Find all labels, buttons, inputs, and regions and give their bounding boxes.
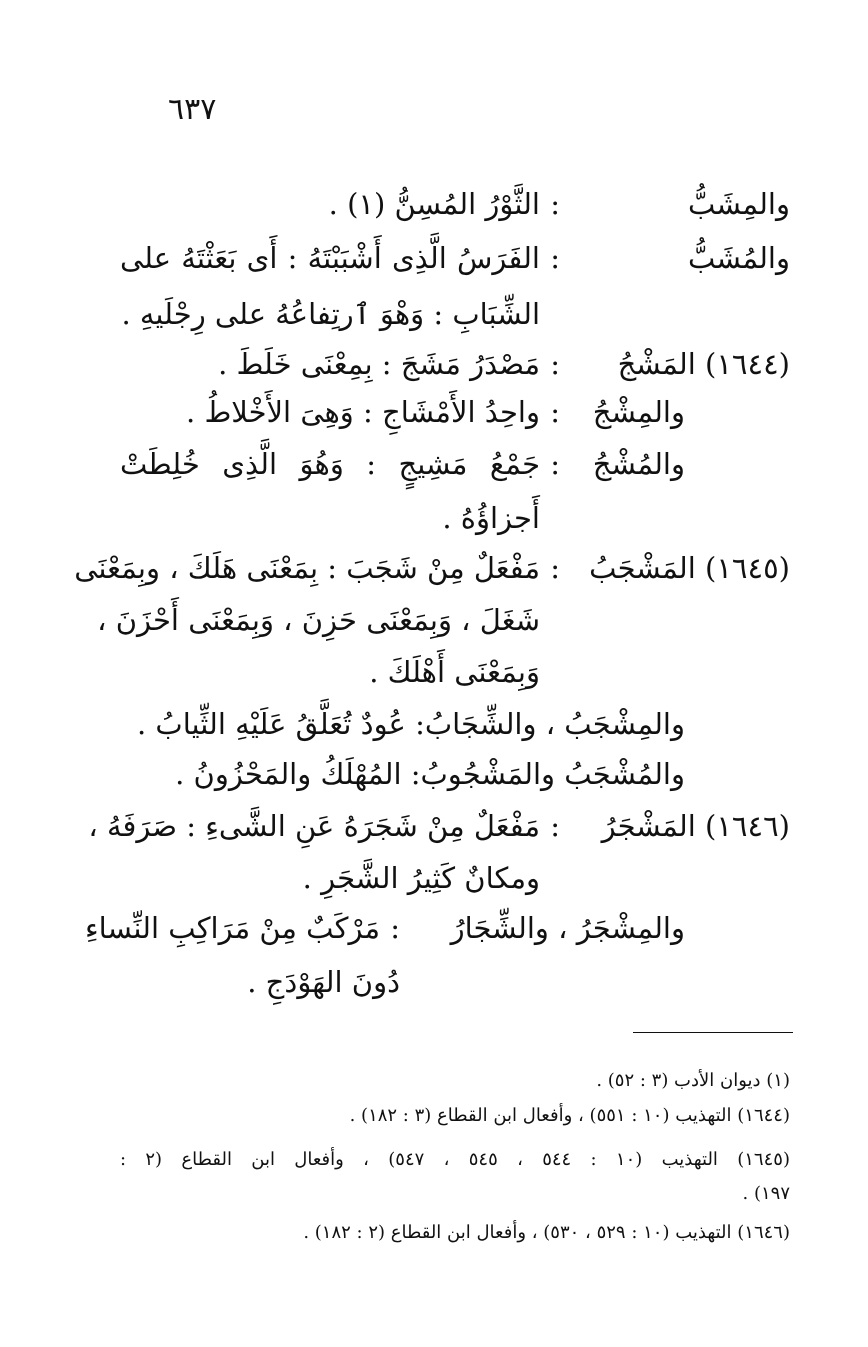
entry-headword: والمِشَبُّ xyxy=(687,187,790,221)
entry-headword: والمُشْجَبُ والمَشْجُوبُ: المُهْلَكُ والمَحْزُونُ . xyxy=(175,757,685,791)
footnote: (١) ديوان الأدب (٣ : ٥٢) . xyxy=(596,1070,790,1091)
entry-headword: (١٦٤٦) المَشْجَرُ xyxy=(601,809,790,843)
entry-definition: واحِدُ الأَمْشَاجِ : وَهِىَ الأَخْلاطُ . xyxy=(186,395,540,429)
entry-definition: مَرْكَبٌ مِنْ مَرَاكِبِ النِّساءِ xyxy=(85,911,380,945)
entry-colon: : xyxy=(550,187,560,221)
entry xyxy=(74,540,790,596)
entry-headword: والمِشْجَرُ ، والشِّجَارُ xyxy=(450,911,685,945)
entry xyxy=(120,176,790,232)
footnote: (١٦٤٤) التهذيب (١٠ : ٥٥١) ، وأفعال ابن القطاع (٣ : ١٨٢) . xyxy=(349,1105,790,1126)
footnote: (١٦٤٦) التهذيب (١٠ : ٥٢٩ ، ٥٣٠) ، وأفعال ابن القطاع (٢ : ١٨٢) . xyxy=(303,1222,790,1243)
entry-colon: : xyxy=(390,911,400,945)
footnote-continuation: ١٩٧) . xyxy=(742,1183,790,1204)
entry-colon: : xyxy=(550,447,560,481)
entry-colon: : xyxy=(550,551,560,585)
entry-continuation: الشِّبَابِ : وَهْوَ ٱرتِفاعُهُ على رِجْلَيهِ . xyxy=(121,297,540,331)
entry-colon: : xyxy=(550,347,560,381)
entry-definition: مَصْدَرُ مَشَجَ : بِمِعْنَى خَلَطَ . xyxy=(218,347,540,381)
entry xyxy=(88,798,790,854)
entry xyxy=(120,696,790,752)
entry xyxy=(85,900,790,956)
footnote: (١٦٤٥) التهذيب (١٠ : ٥٤٤ ، ٥٤٥ ، ٥٤٧) ، وأفعال ابن القطاع (٢ : xyxy=(120,1149,790,1170)
entry xyxy=(120,230,790,286)
entry-colon: : xyxy=(550,241,560,275)
entry-definition: الثَّوْرُ المُسِنُّ (١) . xyxy=(328,187,540,221)
entry-continuation: وَبِمَعْنَى أَهْلَكَ . xyxy=(369,655,540,689)
entry-continuation: ومكانٌ كَثِيرُ الشَّجَرِ . xyxy=(302,861,540,895)
entry-continuation: دُونَ الهَوْدَجِ . xyxy=(247,965,400,999)
entry xyxy=(120,746,790,802)
entry-definition: مَفْعَلٌ مِنْ شَجَرَهُ عَنِ الشَّىءِ : صَرَفَهُ ، xyxy=(88,809,540,843)
entry-headword: والمُشْجُ xyxy=(592,447,685,481)
entry-headword: (١٦٤٥) المَشْجَبُ xyxy=(589,551,790,585)
entry-headword: (١٦٤٤) المَشْجُ xyxy=(617,347,790,381)
footnote-divider xyxy=(633,1032,793,1033)
entry-continuation: أَجزاؤُهُ . xyxy=(442,501,540,535)
entry-continuation: شَغَلَ ، وَبِمَعْنَى حَزِنَ ، وَبِمَعْنَى أَحْزَنَ ، xyxy=(97,603,540,637)
entry-headword: والمِشْجَبُ ، والشِّجَابُ: عُودٌ تُعَلَّقُ عَلَيْهِ الثِّيابُ . xyxy=(136,707,685,741)
page-number: ٦٣٧ xyxy=(168,92,217,127)
entry-headword: والمُشَبُّ xyxy=(687,241,790,275)
entry-definition: الفَرَسُ الَّذِى أَشْبَبْتَهُ : أَى بَعَثْتَهُ على xyxy=(120,241,540,275)
entry xyxy=(120,436,790,492)
entry-headword: والمِشْجُ xyxy=(592,395,685,429)
entry-colon: : xyxy=(550,809,560,843)
entry-definition: مَفْعَلٌ مِنْ شَجَبَ : بِمَعْنَى هَلَكَ ، وبِمَعْنَى xyxy=(74,551,540,585)
entry xyxy=(120,384,790,440)
entry-definition: جَمْعُ مَشِيجٍ : وَهُوَ الَّذِى خُلِطَتْ xyxy=(120,447,540,481)
entry-colon: : xyxy=(550,395,560,429)
